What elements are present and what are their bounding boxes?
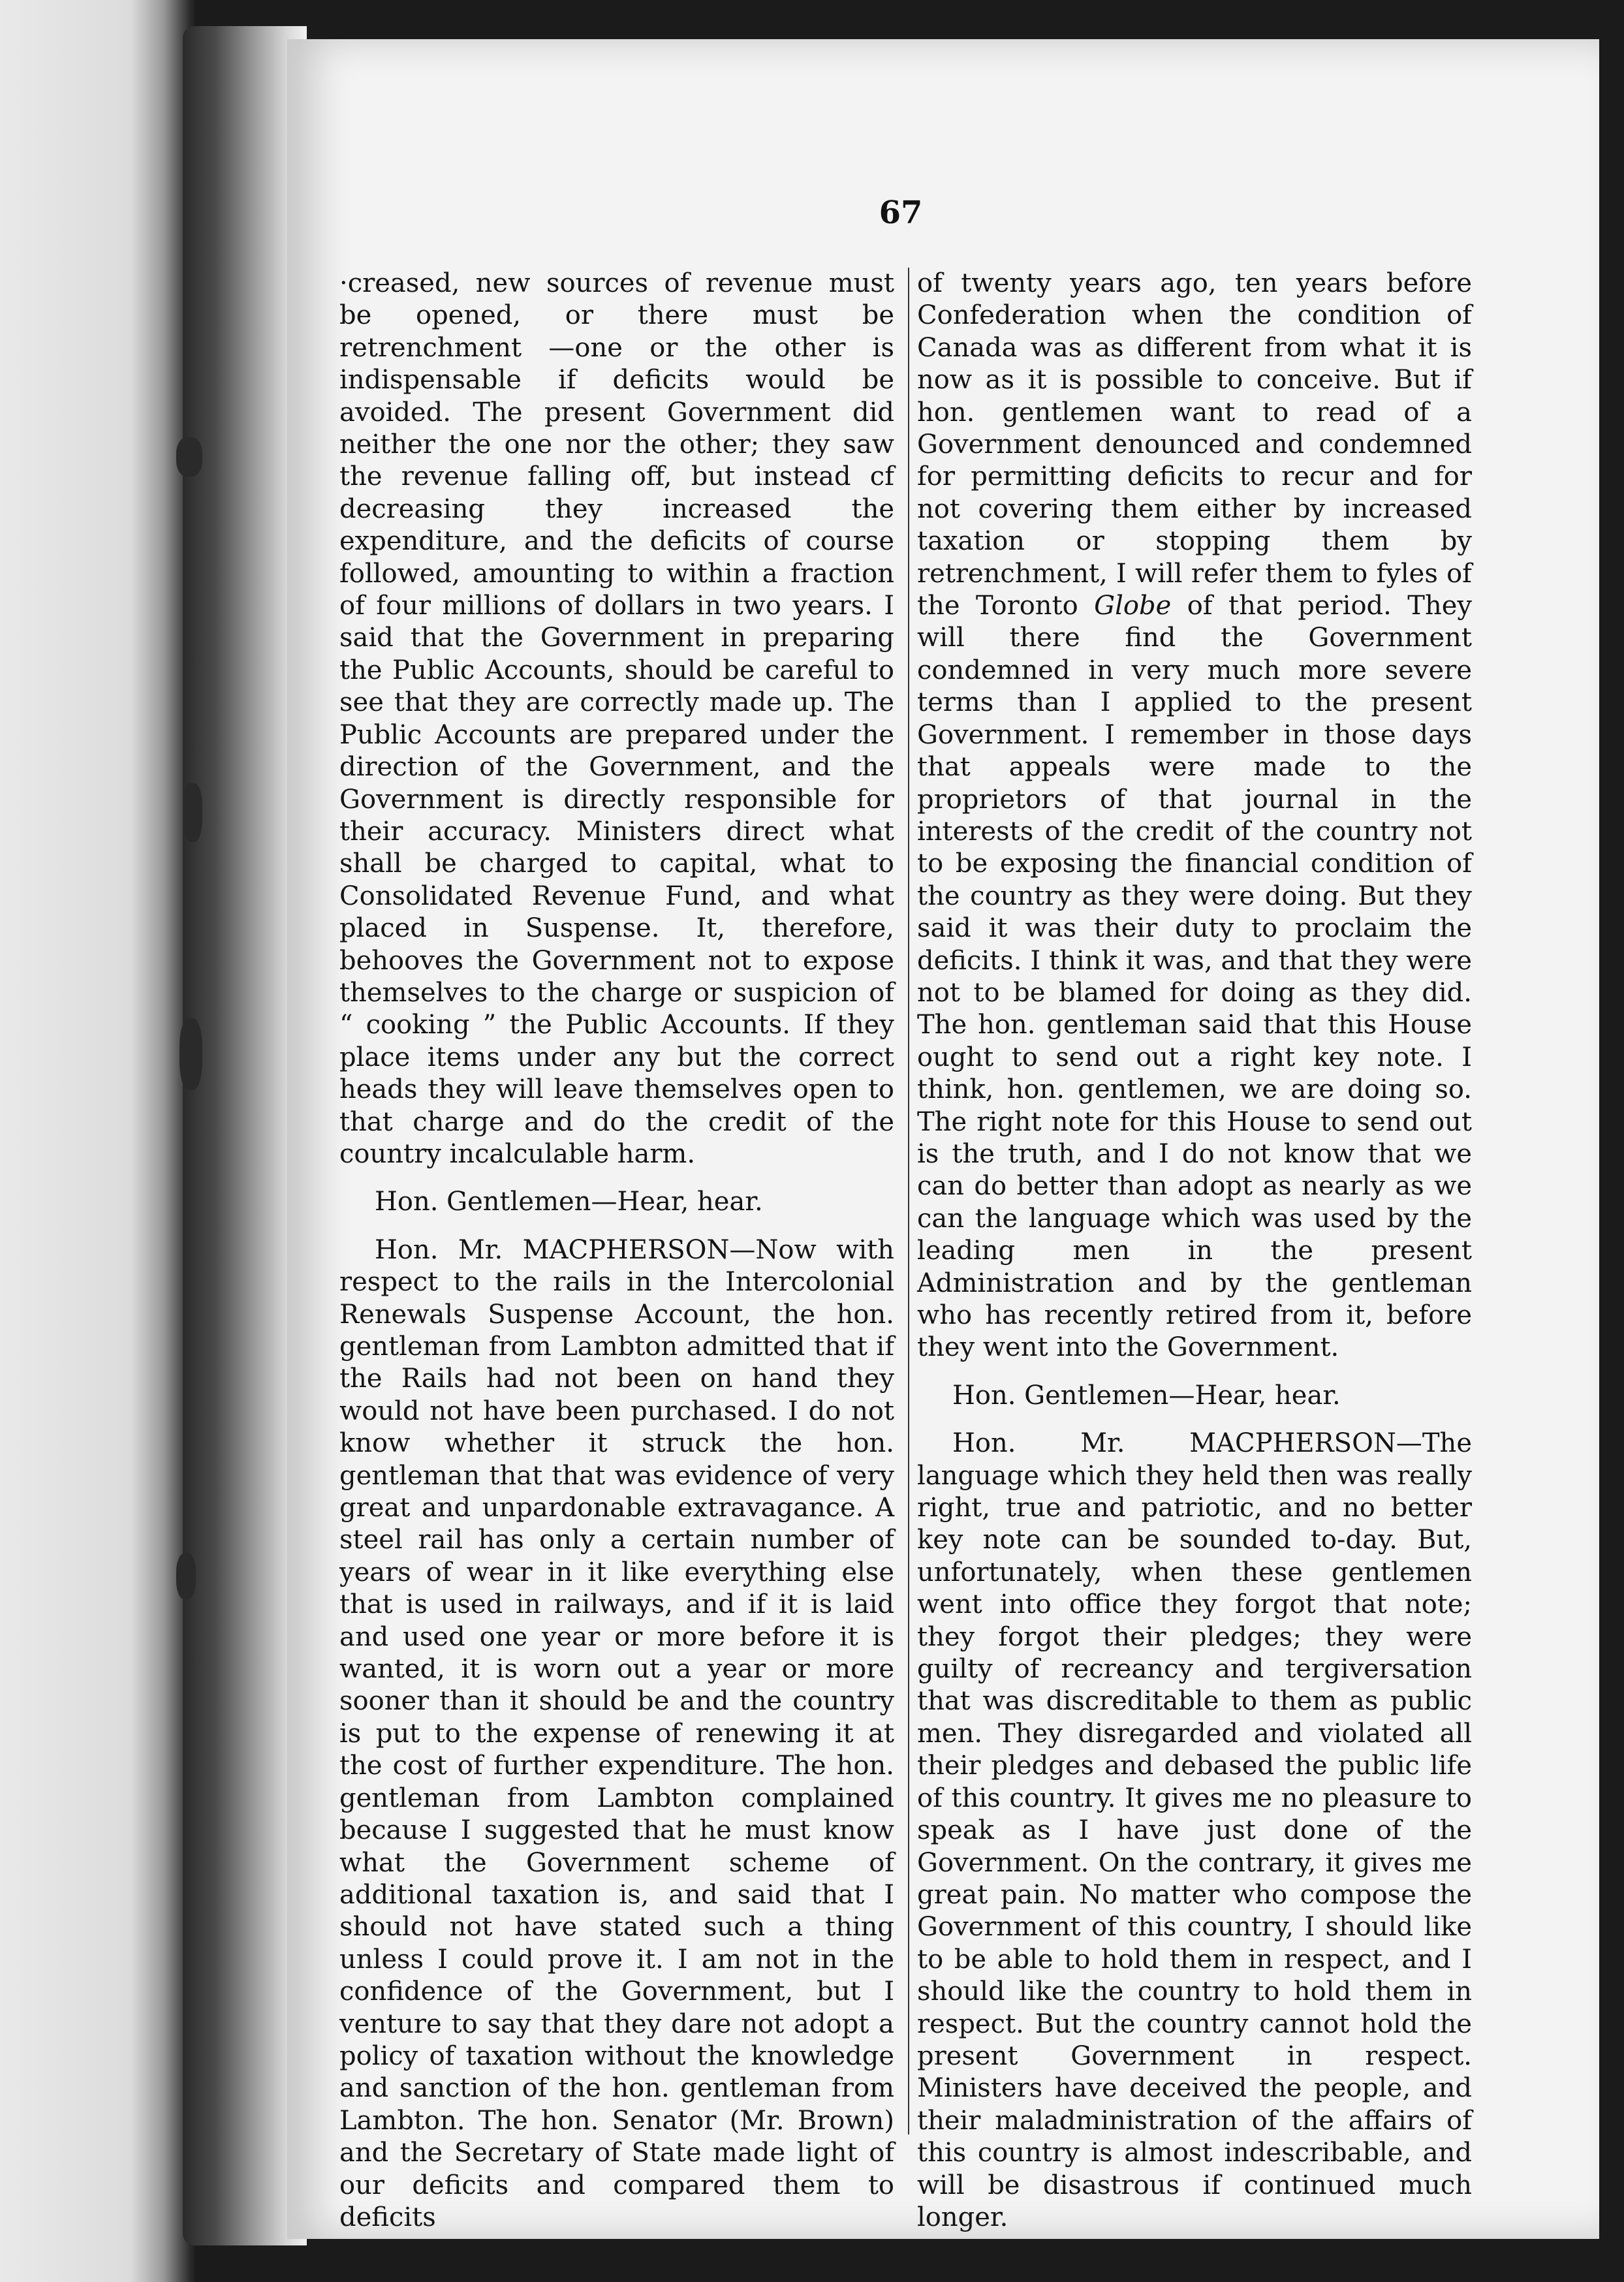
left-column: [339, 268, 894, 2234]
newspaper-title: Globe: [1094, 591, 1172, 621]
right-interjection: Hon. Gentlemen—Hear, hear.: [952, 1380, 1341, 1411]
speaker-name: Hon. Mr. MACPHERSON: [952, 1428, 1396, 1459]
right-column: [917, 268, 1472, 2234]
speaker-name: Hon. Mr. MACPHERSON: [375, 1234, 730, 1265]
left-paragraph-2: —Now with respect to the rails in the Intercolonial Renewals Suspense Account, the hon. gentleman from Lambton admitted that if the Rails had not been on hand they would not have been purchased. I do not know whether it struck the hon. gentleman that that was evidence of very great and unpardonable extravagance. A steel rail has only a certain number of years of wear in it like everything else that is used in railways, and if it is laid and used one year or more before it is wanted, it is worn out a year or more sooner than it should be and the country is put to the expense of renewing it at the cost of further expenditure. The hon. gentleman from Lambton complained because I suggested that he must know what the Government scheme of additional taxation is, and said that I should not have stated such a thing unless I could prove it. I am not in the confidence of the Government, but I venture to say that they dare not adopt a policy of taxation without the knowledge and sanction of the hon. gentleman from Lambton. The hon. Senator (Mr. Brown) and the Secretary of State made light of our deficits and compared them to deficits: [339, 1234, 894, 2232]
right-paragraph-1-text-a: of twenty years ago, ten years before Confederation when the condition of Canada was as different from what it is now as it is possible to conceive. But if hon. gentlemen want to read of a Government denounced and condemned for permitting deficits to recur and for not covering them either by increased taxation or stopping them by retrenchment, I will refer them to fyles of the Toronto: [917, 268, 1472, 621]
right-speech: [917, 1428, 1472, 2234]
scan-smudge: [180, 1018, 202, 1090]
left-speech: [339, 1234, 894, 2234]
column-divider: [908, 268, 909, 2134]
scan-smudge: [183, 783, 202, 842]
right-paragraph-1-text-b: of that period. They will there find the Government condemned in very much more severe terms than I applied to the present Government. I remember in those days that appeals were made to the proprietors of that journal in the interests of the credit of the country not to be exposing the financial condition of the country as they were doing. But they said it was their duty to proclaim the deficits. I think it was, and that they were not to be blamed for doing as they did. The hon. gentleman said that this House ought to send out a right key note. I think, hon. gentlemen, we are doing so. The right note for this House to send out is the truth, and I do not know that we can do better than adopt as nearly as we can the language which was used by the leading men in the present Administration and by the gentleman who has recently retired from it, before they went into the Government.: [917, 591, 1472, 1363]
scan-background-left: [0, 0, 196, 2282]
scan-smudge: [176, 437, 202, 477]
left-paragraph-1: ·creased, new sources of revenue must be opened, or there must be retrenchment —one or the other is indispensable if deficits would be avoided. The present Government did neither the one nor the other; they saw the revenue falling off, but instead cf decreasing they increased the expenditure, and the deficits of course followed, amounting to within a fraction of four millions of dollars in two years. I said that the Government in preparing the Public Accounts, should be careful to see that they are correctly made up. The Public Accounts are prepared under the direction of the Government, and the Government is directly responsible for their accuracy. Ministers direct what shall be charged to capital, what to Consolidated Revenue Fund, and what placed in Suspense. It, therefore, behooves the Government not to expose themselves to the charge or suspicion of “ cooking ” the Public Accounts. If they place items under any but the correct heads they will leave themselves open to that charge and do the credit of the country incalculable harm.: [339, 268, 894, 1169]
right-paragraph-1: [917, 268, 1472, 1364]
right-paragraph-2: —The language which they held then was really right, true and patriotic, and no better key note can be sounded to-day. But, unfortunately, when these gentlemen went into office they forgot that note; they forgot their pledges; they were guilty of recreancy and tergiversation that was discreditable to them as public men. They disregarded and violated all their pledges and debased the public life of this country. It gives me no pleasure to speak as I have just done of the Government. On the contrary, it gives me great pain. No matter who compose the Government of this country, I should like to be able to hold them in respect, and I should like the country to hold them in respect. But the country cannot hold the present Government in respect. Ministers have deceived the people, and their maladministration of the affairs of this country is almost indescribable, and will be disastrous if continued much longer.: [917, 1428, 1472, 2232]
left-interjection: Hon. Gentlemen—Hear, hear.: [375, 1187, 763, 1217]
page-number: 67: [879, 195, 923, 231]
scan-smudge: [176, 1554, 196, 1599]
